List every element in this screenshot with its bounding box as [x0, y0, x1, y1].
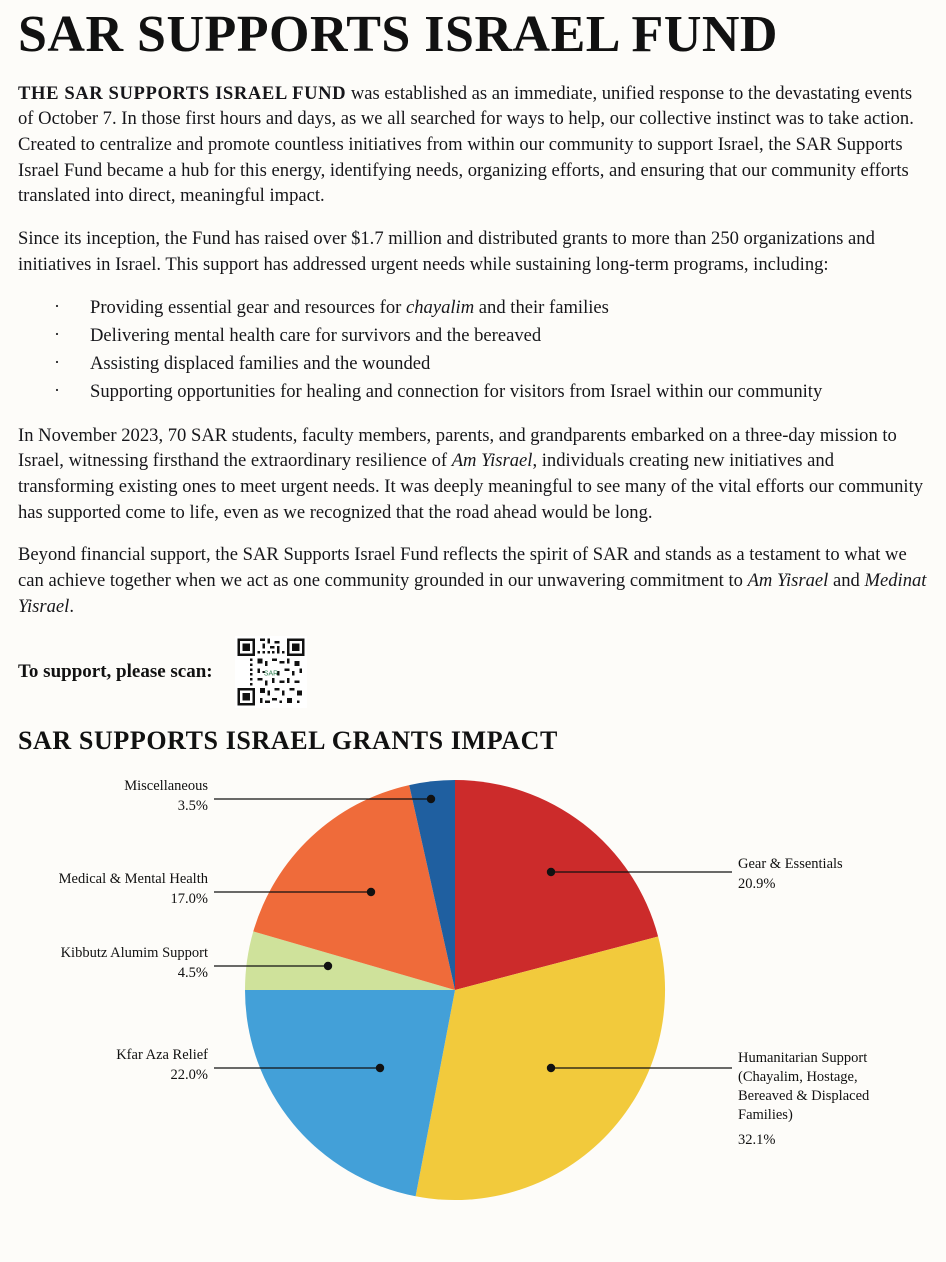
list-item-pre: Providing essential gear and resources for — [90, 297, 406, 319]
list-item-pre: Delivering mental health care for survivors and the bereaved — [90, 325, 542, 347]
paragraph-spirit — [18, 542, 928, 619]
bullet-dot-icon: · — [54, 351, 60, 372]
paragraph-intro — [18, 81, 928, 209]
page-title: SAR SUPPORTS ISRAEL FUND — [18, 6, 778, 63]
paragraph-spirit-a: Beyond financial support, the SAR Supports Israel Fund reflects the spirit of SAR and stands as a testament to what we can achieve together when we act as one community grounded in our unwavering commitment to — [18, 544, 907, 592]
list-item-pre: Assisting displaced families and the wounded — [90, 352, 431, 374]
paragraph-spirit-mid: and — [828, 570, 865, 592]
list-item — [46, 322, 928, 350]
donate-scan-row — [18, 636, 928, 708]
grants-impact-pie-chart — [18, 762, 928, 1262]
paragraph-intro-rest: was established as an immediate, unified response to the devastating events of October 7. In those first hours and days, as we all searched for ways to help, our collective instinct was to take action. Created to centralize and promote countless initiatives from within our community to support Israel, the SAR Supports Israel Fund became a hub for this energy, identifying needs, organizing efforts, and ensuring that our community efforts translated into direct, meaningful impact. — [18, 82, 914, 207]
label-medical-mental-health: Medical & Mental Health — [58, 871, 208, 888]
qr-code-icon[interactable] — [235, 636, 307, 708]
dot-medical-mental-health — [367, 888, 375, 896]
dot-gear-essentials — [547, 868, 555, 876]
list-item — [46, 294, 928, 322]
paragraph-mission-a: In November 2023, 70 SAR students, faculty members, parents, and grandparents embarked on a three-day mission to Israel, witnessing firsthand the extraordinary resilience of — [18, 424, 897, 472]
pie-slices — [245, 780, 665, 1200]
bullet-dot-icon: · — [54, 324, 60, 345]
list-item — [46, 378, 928, 406]
paragraph-spirit-emphasis-2: Medinat Yisrael — [18, 570, 927, 617]
scan-label: To support, please scan: — [18, 661, 213, 683]
list-item — [46, 350, 928, 378]
dot-humanitarian — [547, 1064, 555, 1072]
label-gear-essentials-pct: 20.9% — [738, 876, 776, 893]
paragraph-mission — [18, 423, 928, 526]
label-kfar-aza-relief: Kfar Aza Relief — [116, 1047, 208, 1064]
bullet-dot-icon: · — [54, 379, 60, 400]
paragraph-inception: Since its inception, the Fund has raised over $1.7 million and distributed grants to more than 250 organizations and initiatives in Israel. This support has addressed urgent needs while sustaining long-term programs, including: — [18, 227, 875, 275]
dot-kfar-aza — [376, 1064, 384, 1072]
list-item-post: and their families — [474, 297, 609, 319]
paragraph-mission-b: , individuals creating new initiatives and transforming existing ones to meet urgent needs. It was deeply meaningful to see many of the vital efforts our community has supported come to life, even as we recognized that the road ahead would be long. — [18, 450, 924, 523]
label-medical-mental-health-pct: 17.0% — [170, 891, 208, 908]
programs-list — [18, 294, 928, 406]
bullet-dot-icon: · — [54, 296, 60, 317]
label-kibbutz-alumim-support-pct: 4.5% — [177, 965, 208, 982]
paragraph-spirit-end: . — [69, 595, 74, 617]
lead-caps-text: THE SAR SUPPORTS ISRAEL FUND — [18, 82, 347, 104]
label-humanitarian-support-line3: Bereaved & Displaced — [738, 1088, 870, 1105]
label-humanitarian-support-pct: 32.1% — [738, 1132, 776, 1149]
label-humanitarian-support-line2: (Chayalim, Hostage, — [738, 1069, 858, 1086]
list-item-pre: Supporting opportunities for healing and connection for visitors from Israel within our community — [90, 380, 823, 402]
dot-kibbutz-alumim — [324, 962, 332, 970]
list-item-emphasis: chayalim — [406, 297, 475, 319]
chart-title: SAR SUPPORTS ISRAEL GRANTS IMPACT — [18, 726, 558, 756]
label-miscellaneous: Miscellaneous — [124, 778, 208, 795]
paragraph-spirit-emphasis-1: Am Yisrael — [747, 570, 829, 592]
dot-miscellaneous — [427, 795, 435, 803]
svg-text:SAR: SAR — [263, 670, 278, 678]
label-miscellaneous-pct: 3.5% — [177, 798, 208, 815]
label-kibbutz-alumim-support: Kibbutz Alumim Support — [60, 945, 208, 962]
label-humanitarian-support-line1: Humanitarian Support — [738, 1050, 868, 1067]
paragraph-mission-emphasis: Am Yisrael — [451, 450, 533, 472]
label-humanitarian-support-line4: Families) — [738, 1107, 793, 1124]
label-gear-essentials: Gear & Essentials — [738, 856, 843, 873]
label-kfar-aza-relief-pct: 22.0% — [170, 1067, 208, 1084]
